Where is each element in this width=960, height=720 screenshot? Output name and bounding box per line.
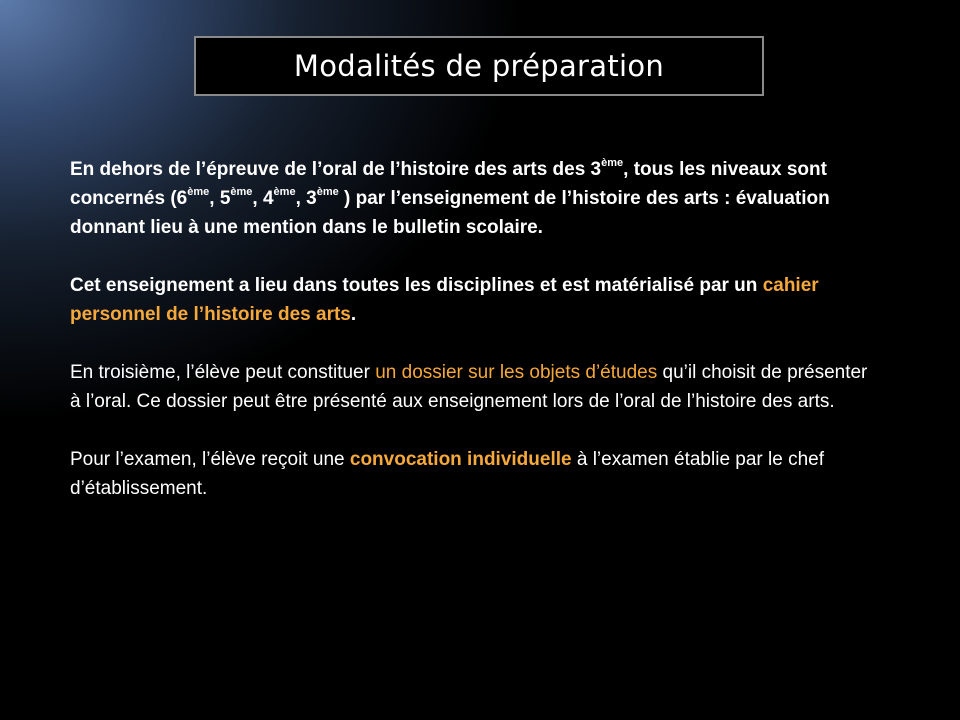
paragraph-text: , 4 — [252, 188, 274, 209]
paragraph-text: . — [350, 304, 357, 325]
ordinal-suffix: ème — [230, 186, 253, 198]
highlight-convocation: convocation individuelle — [349, 449, 572, 470]
paragraph-text: à l’examen établie par le chef d’établissement. — [70, 449, 825, 499]
paragraph-text: ) par l’enseignement de l’histoire des arts : évaluation donnant lieu à une mention dans le bulletin scolaire. — [70, 188, 830, 238]
paragraph-text: , tous les niveaux sont concernés (6 — [70, 159, 827, 209]
slide-title-box — [194, 36, 764, 96]
paragraph-text: Cet enseignement a lieu dans toutes les disciplines et est matérialisé par un — [70, 275, 763, 296]
paragraph-oral-levels — [70, 155, 870, 242]
highlight-dossier: un dossier sur les objets d’études — [375, 362, 658, 383]
paragraph-text: En dehors de l’épreuve de l’oral de l’histoire des arts des 3 — [70, 159, 602, 180]
paragraph-text: , 5 — [209, 188, 231, 209]
slide-body — [70, 155, 870, 532]
paragraph-teaching — [70, 271, 870, 329]
ordinal-suffix: ème — [316, 186, 339, 198]
paragraph-convocation — [70, 445, 870, 503]
paragraph-text: Pour l’examen, l’élève reçoit une — [70, 449, 350, 470]
paragraph-dossier — [70, 358, 870, 416]
slide-title: Modalités de préparation — [293, 48, 665, 83]
ordinal-suffix: ème — [601, 157, 624, 169]
ordinal-suffix: ème — [273, 186, 296, 198]
paragraph-text: , 3 — [295, 188, 317, 209]
highlight-cahier-personnel: cahier personnel de l’histoire des arts — [70, 275, 819, 325]
ordinal-suffix: ème — [187, 186, 210, 198]
paragraph-text: En troisième, l’élève peut constituer — [70, 362, 376, 383]
paragraph-text: qu’il choisit de présenter à l’oral. Ce dossier peut être présenté aux enseignement lors de l’oral de l’histoire des arts. — [70, 362, 868, 412]
